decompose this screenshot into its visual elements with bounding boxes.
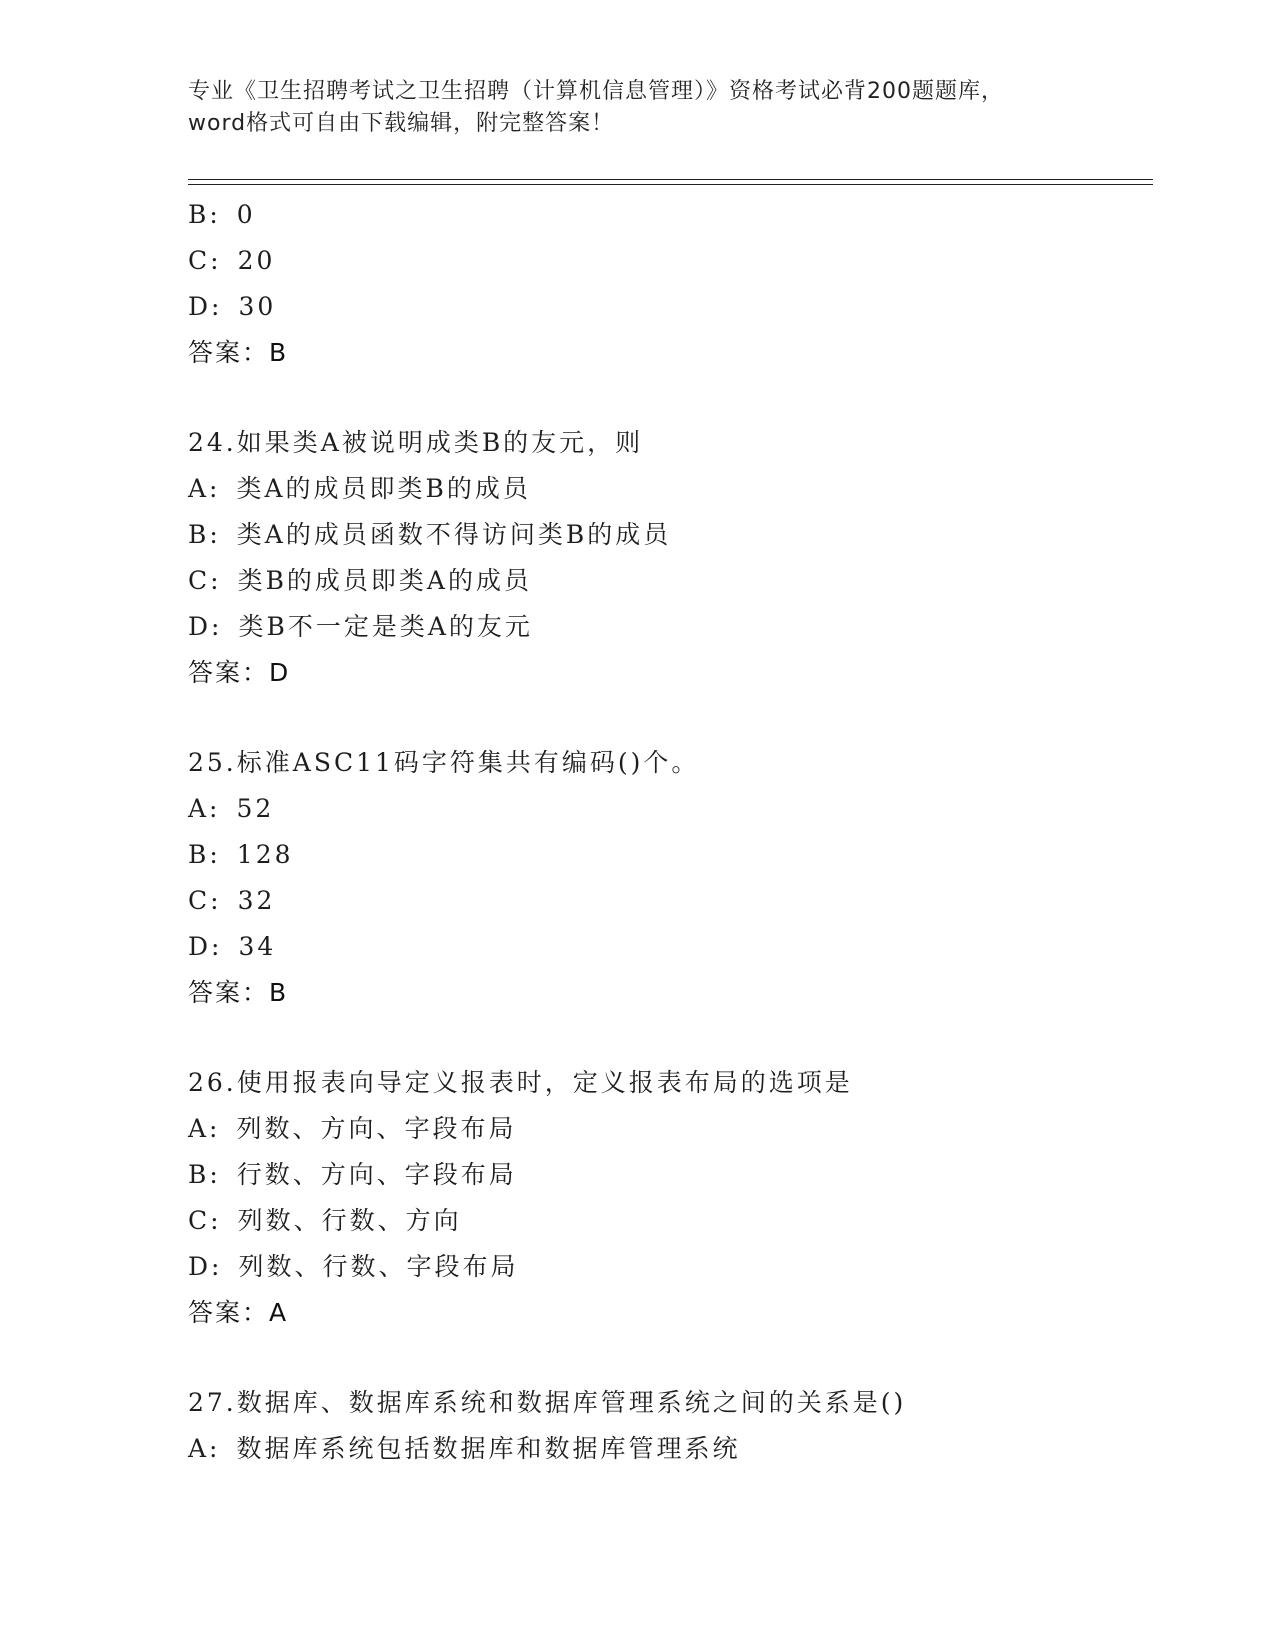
question-list: [188, 192, 1148, 1472]
option-label: B:: [188, 1160, 221, 1189]
option-row: [188, 832, 1148, 878]
option-row: [188, 192, 1148, 238]
option-label: C:: [188, 246, 222, 275]
option-row: [188, 1244, 1148, 1290]
option-text: 32: [237, 886, 276, 915]
option-label: A:: [188, 1434, 221, 1463]
question-stem: 26.使用报表向导定义报表时，定义报表布局的选项是: [188, 1068, 853, 1097]
header-title-line-2: word格式可自由下载编辑，附完整答案！: [188, 111, 615, 136]
answer-line: 答案：D: [188, 658, 291, 687]
option-label: A:: [188, 474, 221, 503]
question-stem: 25.标准ASC11码字符集共有编码()个。: [188, 748, 700, 777]
option-label: C:: [188, 566, 222, 595]
question-block-26: [188, 1060, 1148, 1336]
option-label: D:: [188, 932, 223, 961]
document-header: [188, 76, 1088, 140]
option-label: A:: [188, 794, 221, 823]
question-block-27: [188, 1380, 1148, 1472]
option-label: B:: [188, 200, 221, 229]
option-text: 34: [238, 932, 277, 961]
option-row: [188, 1198, 1148, 1244]
option-label: D:: [188, 612, 223, 641]
header-divider-top: [188, 179, 1153, 180]
answer-line: 答案：B: [188, 978, 289, 1007]
option-row: [188, 924, 1148, 970]
option-row: [188, 466, 1148, 512]
option-label: C:: [188, 886, 222, 915]
option-row: [188, 512, 1148, 558]
option-label: A:: [188, 1114, 221, 1143]
option-text: 30: [238, 292, 277, 321]
option-row: [188, 284, 1148, 330]
option-text: 数据库系统包括数据库和数据库管理系统: [236, 1434, 741, 1463]
option-row: [188, 786, 1148, 832]
question-stem: 24.如果类A被说明成类B的友元，则: [188, 428, 644, 457]
option-label: C:: [188, 1206, 222, 1235]
option-row: [188, 604, 1148, 650]
option-text: 列数、行数、方向: [237, 1206, 462, 1235]
option-label: D:: [188, 1252, 223, 1281]
option-label: D:: [188, 292, 223, 321]
question-stem: 27.数据库、数据库系统和数据库管理系统之间的关系是(): [188, 1388, 907, 1417]
option-text: 类B的成员即类A的成员: [237, 566, 532, 595]
option-row: [188, 558, 1148, 604]
option-label: B:: [188, 840, 221, 869]
header-divider-bottom: [188, 184, 1153, 185]
option-text: 类A的成员函数不得访问类B的成员: [236, 520, 672, 549]
question-block-previous: [188, 192, 1148, 376]
question-block-25: [188, 740, 1148, 1016]
option-text: 128: [236, 840, 294, 869]
answer-line: 答案：A: [188, 1298, 289, 1327]
answer-line: 答案：B: [188, 338, 289, 367]
option-text: 52: [236, 794, 275, 823]
option-text: 20: [237, 246, 276, 275]
option-row: [188, 1106, 1148, 1152]
option-row: [188, 878, 1148, 924]
option-text: 0: [236, 200, 256, 229]
option-text: 列数、行数、字段布局: [238, 1252, 519, 1281]
option-text: 类B不一定是类A的友元: [238, 612, 533, 641]
question-block-24: [188, 420, 1148, 696]
option-row: [188, 1426, 1148, 1472]
header-title-line-1: 专业《卫生招聘考试之卫生招聘（计算机信息管理）》资格考试必背200题题库，: [188, 79, 1004, 104]
option-text: 列数、方向、字段布局: [236, 1114, 517, 1143]
option-row: [188, 238, 1148, 284]
option-text: 行数、方向、字段布局: [236, 1160, 517, 1189]
option-label: B:: [188, 520, 221, 549]
option-text: 类A的成员即类B的成员: [236, 474, 531, 503]
option-row: [188, 1152, 1148, 1198]
